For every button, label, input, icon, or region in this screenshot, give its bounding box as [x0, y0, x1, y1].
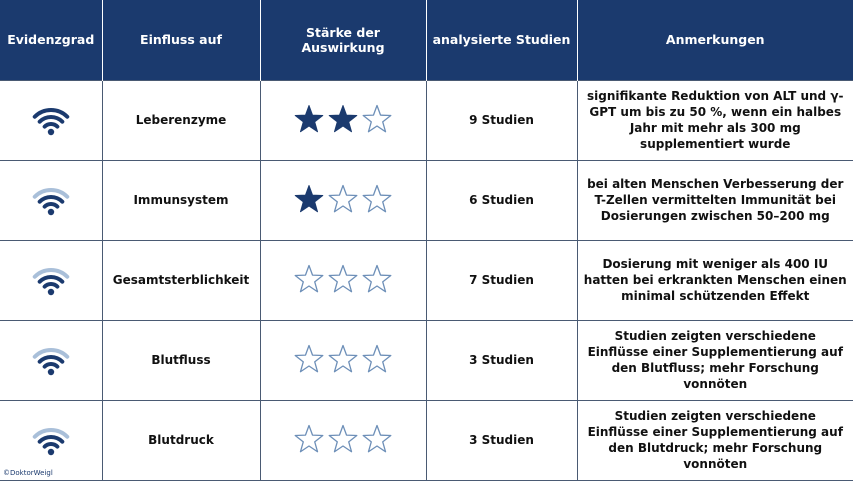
studies-cell: 3 Studien: [426, 320, 577, 400]
studies-cell: 6 Studien: [426, 160, 577, 240]
studies-cell: 9 Studien: [426, 80, 577, 160]
influence-cell: Blutdruck: [102, 400, 260, 480]
strength-cell: [260, 400, 426, 480]
star-empty-icon: [327, 264, 359, 294]
star-empty-icon: [327, 424, 359, 454]
header-evidence: Evidenzgrad: [0, 0, 102, 80]
wifi-arc: [44, 124, 57, 127]
copyright-credit: ©DoktorWeigl: [3, 469, 53, 477]
strength-cell: [260, 160, 426, 240]
wifi-arc: [44, 444, 57, 447]
wifi-arc: [39, 277, 62, 282]
influence-cell: Immunsystem: [102, 160, 260, 240]
strength-cell: [260, 240, 426, 320]
star-rating: [293, 184, 393, 214]
influence-cell: Leberenzyme: [102, 80, 260, 160]
influence-cell: Gesamtsterblichkeit: [102, 240, 260, 320]
wifi-arc: [44, 364, 57, 367]
wifi-signal-icon: [4, 184, 98, 216]
star-rating: [293, 344, 393, 374]
header-influence: Einfluss auf: [102, 0, 260, 80]
wifi-dot: [48, 129, 54, 135]
studies-cell: 7 Studien: [426, 240, 577, 320]
star-empty-icon: [361, 424, 393, 454]
star-filled-icon: [293, 184, 325, 214]
wifi-dot: [48, 209, 54, 215]
star-filled-icon: [293, 104, 325, 134]
note-cell: bei alten Menschen Verbesserung der T-Zellen vermittelten Immunität bei Dosierungen zwischen 50–200 mg: [577, 160, 853, 240]
star-empty-icon: [361, 184, 393, 214]
evidence-cell: [0, 160, 102, 240]
strength-cell: [260, 320, 426, 400]
star-empty-icon: [293, 424, 325, 454]
note-cell: Studien zeigten verschiedene Einflüsse einer Supplementierung auf den Blutfluss; mehr Forschung vonnöten: [577, 320, 853, 400]
wifi-signal-icon: [4, 264, 98, 296]
evidence-cell: [0, 80, 102, 160]
star-empty-icon: [327, 184, 359, 214]
wifi-arc: [39, 437, 62, 442]
table-row: [0, 160, 853, 240]
wifi-arc: [44, 284, 57, 287]
header-row: [0, 0, 853, 80]
note-cell: Studien zeigten verschiedene Einflüsse einer Supplementierung auf den Blutdruck; mehr Forschung vonnöten: [577, 400, 853, 480]
influence-cell: Blutfluss: [102, 320, 260, 400]
star-filled-icon: [327, 104, 359, 134]
strength-cell: [260, 80, 426, 160]
star-empty-icon: [361, 264, 393, 294]
wifi-arc: [39, 117, 62, 122]
evidence-cell: [0, 240, 102, 320]
star-empty-icon: [293, 344, 325, 374]
star-empty-icon: [361, 344, 393, 374]
star-empty-icon: [361, 104, 393, 134]
table-row: [0, 80, 853, 160]
wifi-arc: [39, 357, 62, 362]
evidence-cell: [0, 320, 102, 400]
table-row: [0, 320, 853, 400]
star-rating: [293, 424, 393, 454]
note-cell: Dosierung mit weniger als 400 IU hatten bei erkrankten Menschen einen minimal schützenden Effekt: [577, 240, 853, 320]
wifi-signal-icon: [4, 424, 98, 456]
table-row: [0, 400, 853, 480]
studies-cell: 3 Studien: [426, 400, 577, 480]
note-cell: signifikante Reduktion von ALT und γ-GPT um bis zu 50 %, wenn ein halbes Jahr mit mehr als 300 mg supplementiert wurde: [577, 80, 853, 160]
wifi-dot: [48, 449, 54, 455]
wifi-dot: [48, 289, 54, 295]
wifi-signal-icon: [4, 344, 98, 376]
star-empty-icon: [293, 264, 325, 294]
header-strength: Stärke der Auswirkung: [260, 0, 426, 80]
header-notes: Anmerkungen: [577, 0, 853, 80]
wifi-arc: [39, 197, 62, 202]
star-rating: [293, 264, 393, 294]
wifi-arc: [44, 204, 57, 207]
table-row: [0, 240, 853, 320]
wifi-dot: [48, 369, 54, 375]
evidence-cell: [0, 400, 102, 480]
star-empty-icon: [327, 344, 359, 374]
wifi-signal-icon: [4, 104, 98, 136]
star-rating: [293, 104, 393, 134]
header-studies: analysierte Studien: [426, 0, 577, 80]
